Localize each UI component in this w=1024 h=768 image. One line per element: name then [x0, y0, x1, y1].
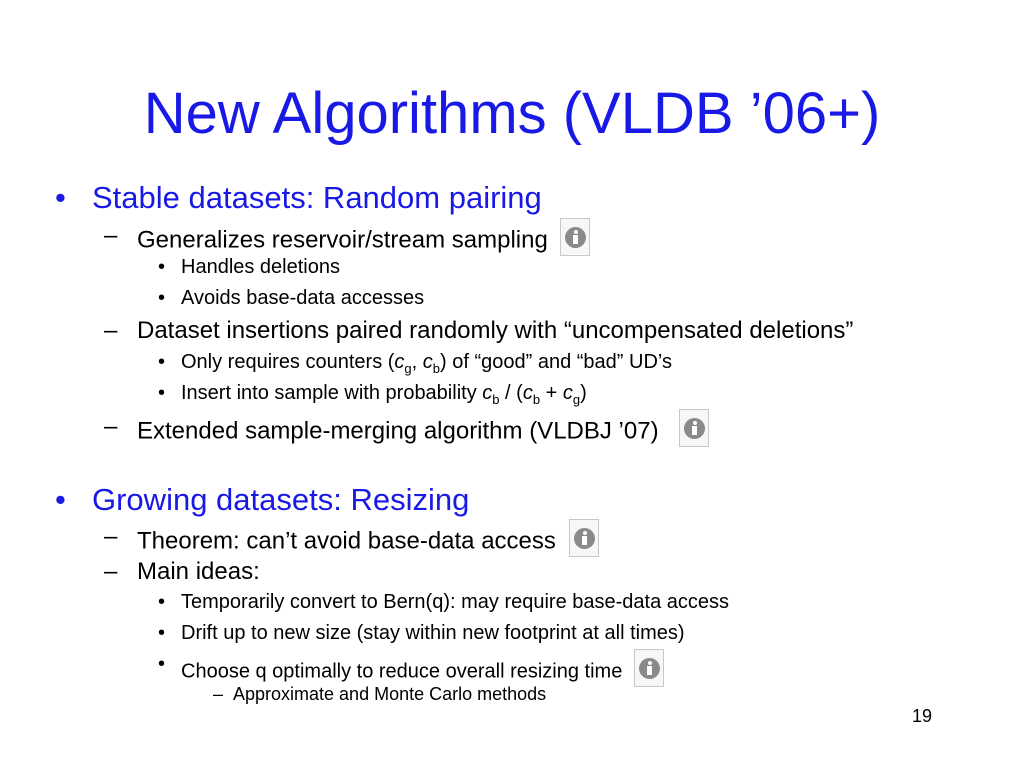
bullet-drift: Drift up to new size (stay within new footprint at all times): [181, 622, 685, 644]
bullet-dataset-insertions: Dataset insertions paired randomly with “uncompensated deletions”: [137, 317, 854, 344]
slide-title: New Algorithms (VLDB ’06+): [143, 81, 881, 146]
dash-marker: –: [104, 413, 118, 440]
bullet-generalizes: [137, 222, 590, 260]
info-icon[interactable]: [560, 218, 590, 256]
dash-marker: –: [104, 558, 118, 585]
bullet-temporarily: Temporarily convert to Bern(q): may require base-data access: [181, 591, 730, 613]
bullet-marker: •: [158, 382, 166, 404]
bullet-approximate: Approximate and Monte Carlo methods: [233, 684, 547, 704]
bullet-extended-merging: [137, 413, 709, 451]
dash-marker: –: [213, 684, 224, 704]
bullet-marker: •: [55, 482, 66, 517]
bullet-marker: •: [158, 287, 166, 309]
bullet-handles-deletions: Handles deletions: [181, 256, 340, 278]
dash-marker: –: [104, 222, 118, 249]
bullet-extended-text: Extended sample-merging algorithm (VLDBJ ’07): [137, 417, 659, 445]
bullet-marker: •: [158, 591, 166, 613]
bullet-marker: •: [158, 622, 166, 644]
info-icon[interactable]: [679, 409, 709, 447]
dash-marker: –: [104, 523, 118, 550]
bullet-theorem: [137, 523, 599, 561]
bullet-marker: •: [158, 256, 166, 278]
bullet-marker: •: [158, 351, 166, 373]
bullet-theorem-text: Theorem: can’t avoid base-data access: [137, 527, 556, 555]
bullet-counters: Only requires counters ($c_g$, $c_b$) of “good” and “bad” UD’s: [181, 351, 672, 376]
info-icon[interactable]: [634, 649, 664, 687]
bullet-growing-datasets: Growing datasets: Resizing: [92, 482, 470, 517]
bullet-insert-probability: Insert into sample with probability $c_b / (c_b + c_g)$: [181, 382, 587, 407]
bullet-choose-text: Choose q optimally to reduce overall resizing time: [181, 660, 623, 683]
bullet-stable-datasets: Stable datasets: Random pairing: [92, 180, 542, 215]
page-number: 19: [912, 706, 933, 726]
bullet-marker: •: [158, 653, 166, 675]
dash-marker: –: [104, 317, 118, 344]
bullet-generalizes-text: Generalizes reservoir/stream sampling: [137, 226, 548, 254]
bullet-main-ideas: Main ideas:: [137, 558, 260, 585]
bullet-avoids-accesses: Avoids base-data accesses: [181, 287, 425, 309]
bullet-marker: •: [55, 180, 66, 215]
info-icon[interactable]: [569, 519, 599, 557]
